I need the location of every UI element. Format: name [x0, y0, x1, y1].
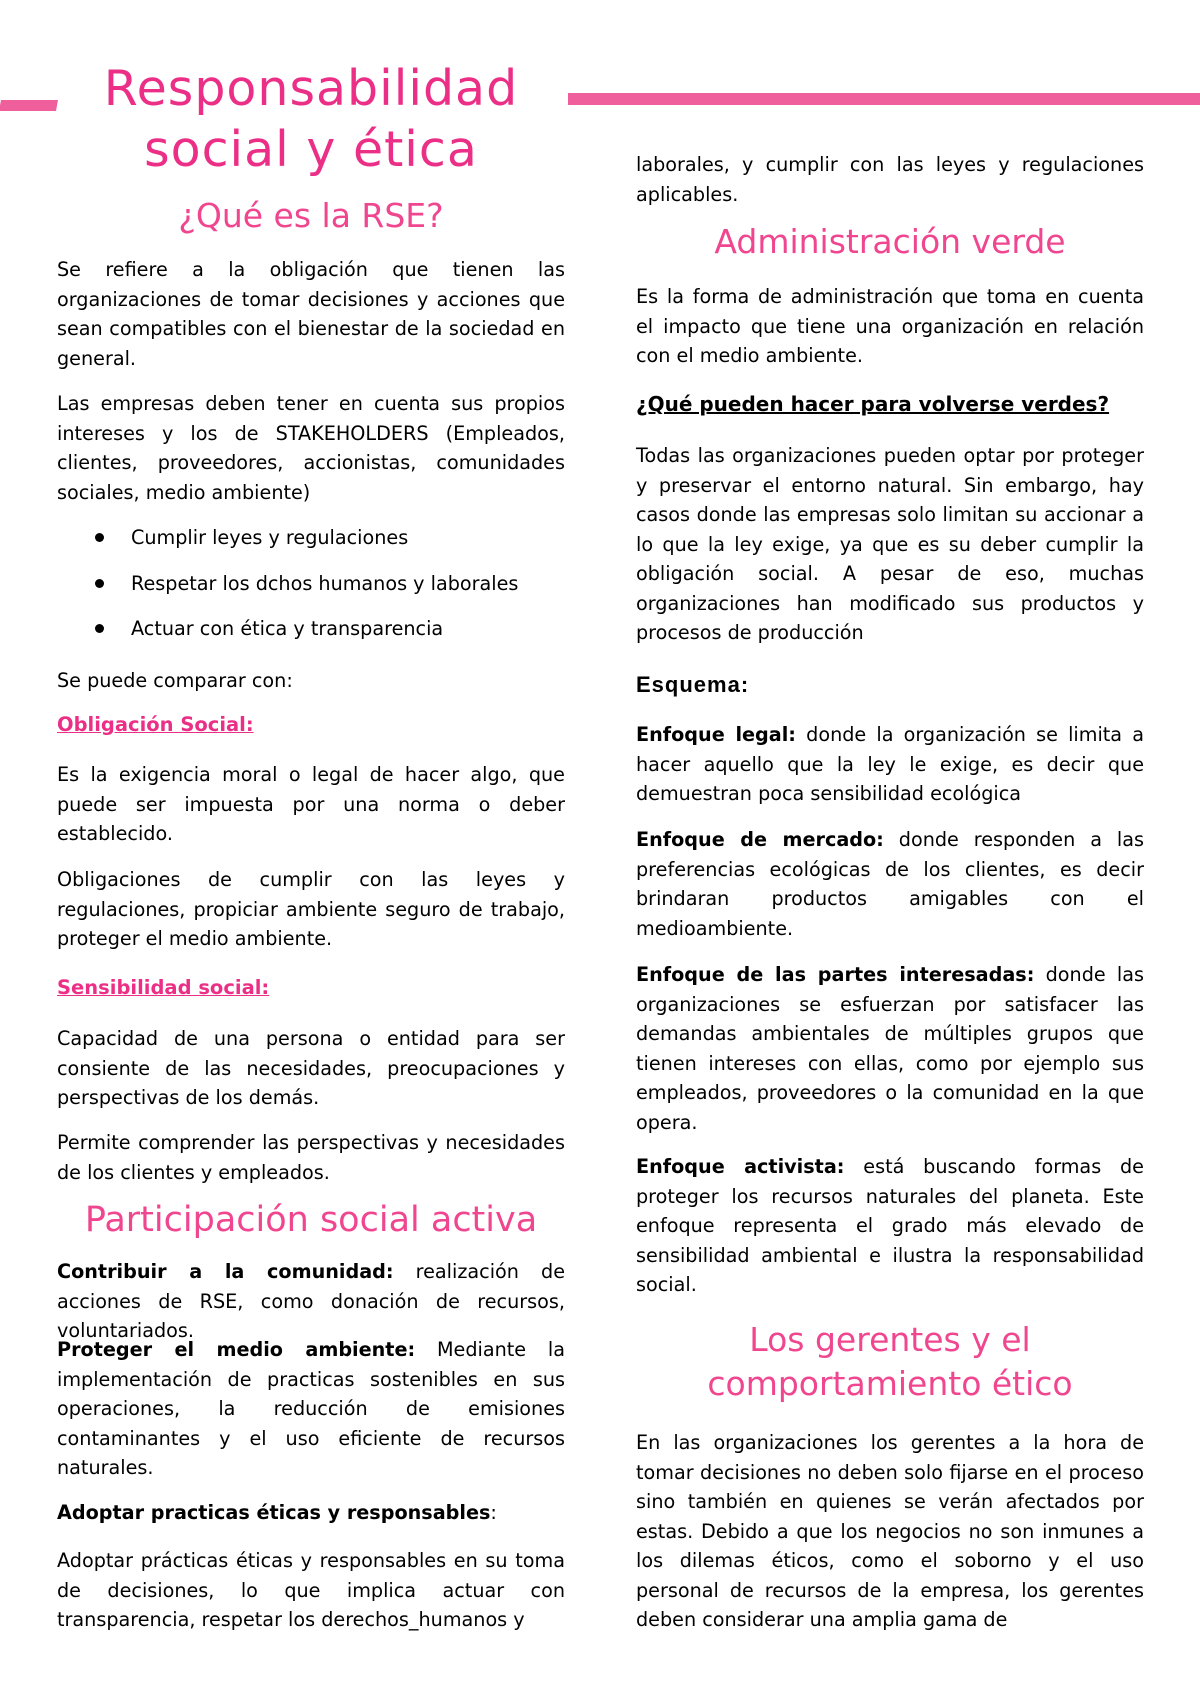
paragraph-proteger: Proteger el medio ambiente: Mediante la implementación de practicas sostenibles en sus operaciones, la reducción de emisiones contaminantes y el uso eficiente de recursos naturales. [57, 1338, 566, 1479]
paragraph-stakeholders: Las empresas deben tener en cuenta sus propios intereses y los de STAKEHOLDERS (Empleados, clientes, proveedores, accionistas, comunidades sociales, medio ambiente) [57, 392, 565, 504]
subheading-sensibilidad-social: Sensibilidad social: [57, 976, 270, 999]
paragraph-continuation: laborales, y cumplir con las leyes y regulaciones aplicables. [636, 153, 1144, 206]
paragraph-sensibilidad-def: Capacidad de una persona o entidad para ser consiente de las necesidades, preocupaciones y perspectivas de los demás. [57, 1027, 565, 1109]
paragraph-definition: Se refiere a la obligación que tienen las organizaciones de tomar decisiones y acciones que sean compatibles con el bienestar de la sociedad en general. [57, 258, 565, 370]
paragraph-admin-verde: Es la forma de administración que toma en cuenta el impacto que tiene una organización en relación con el medio ambiente. [636, 285, 1144, 367]
paragraph-comparar: Se puede comparar con: [57, 669, 293, 692]
heading-gerentes-etica: Los gerentes y el comportamiento ético [707, 1320, 1073, 1403]
subheading-obligacion-social: Obligación Social: [57, 713, 254, 736]
list-item: Respetar los dchos humanos y laborales [57, 569, 565, 615]
paragraph-enfoque-partes: Enfoque de las partes interesadas: donde las organizaciones se esfuerzan por satisfacer las demandas ambientales de múltiples grupos que tienen intereses con ellas, como por ejemplo sus empleados, proveedores o la comunidad en la que opera. [636, 963, 1144, 1134]
paragraph-obligacion-ejemplos: Obligaciones de cumplir con las leyes y regulaciones, propiciar ambiente seguro de trabajo, proteger el medio ambiente. [57, 868, 565, 950]
paragraph-gerentes: En las organizaciones los gerentes a la hora de tomar decisiones no deben solo fijarse en el proceso sino también en quienes se verán afectados por estas. Debido a que los negocios no son inmunes a los dilemas éticos, como el soborno y el uso personal de recursos de la empresa, los gerentes deben considerar una amplia gama de [636, 1431, 1144, 1631]
bullet-list [57, 523, 565, 660]
list-item: Cumplir leyes y regulaciones [57, 523, 565, 569]
heading-administracion-verde: Administración verde [714, 222, 1066, 261]
paragraph-enfoque-mercado: Enfoque de mercado: donde responden a las preferencias ecológicas de los clientes, es decir brindaran productos amigables con el medioambiente. [636, 828, 1144, 940]
paragraph-adoptar: Adoptar prácticas éticas y responsables en su toma de decisiones, lo que implica actuar con transparencia, respetar los derechos_humanos y [57, 1549, 565, 1631]
list-item: Actuar con ética y transparencia [57, 614, 565, 660]
bullet-icon [95, 624, 104, 633]
document-title: Responsabilidad social y ética [103, 60, 519, 178]
paragraph-enfoque-activista: Enfoque activista: está buscando formas de proteger los recursos naturales del planeta. Este enfoque representa el grado más elevado de sensibilidad ambiental e ilustra la responsabilidad social. [636, 1155, 1144, 1296]
decorative-bar-right [568, 93, 1200, 105]
subheading-volverse-verdes: ¿Qué pueden hacer para volverse verdes? [636, 392, 1110, 416]
paragraph-adoptar-heading: Adoptar practicas éticas y responsables: [57, 1501, 497, 1524]
bullet-icon [95, 533, 104, 542]
paragraph-contribuir: Contribuir a la comunidad: realización de acciones de RSE, como donación de recursos, voluntariados. [57, 1260, 566, 1342]
paragraph-sensibilidad-extra: Permite comprender las perspectivas y necesidades de los clientes y empleados. [57, 1131, 565, 1184]
heading-que-es-rse: ¿Qué es la RSE? [178, 196, 444, 235]
paragraph-obligacion-def: Es la exigencia moral o legal de hacer algo, que puede ser impuesta por una norma o deber establecido. [57, 763, 565, 845]
bullet-icon [95, 579, 104, 588]
decorative-bar-left [0, 100, 58, 111]
heading-esquema: Esquema: [636, 672, 750, 697]
heading-participacion-social: Participación social activa [84, 1200, 538, 1240]
paragraph-enfoque-legal: Enfoque legal: donde la organización se limita a hacer aquello que la ley le exige, es decir que demuestran poca sensibilidad ecológica [636, 723, 1144, 805]
paragraph-volverse-verdes: Todas las organizaciones pueden optar por proteger y preservar el entorno natural. Sin embargo, hay casos donde las empresas solo limitan su accionar a lo que la ley exige, ya que es su deber cumplir la obligación social. A pesar de eso, muchas organizaciones han modificado sus productos y procesos de producción [636, 444, 1144, 644]
